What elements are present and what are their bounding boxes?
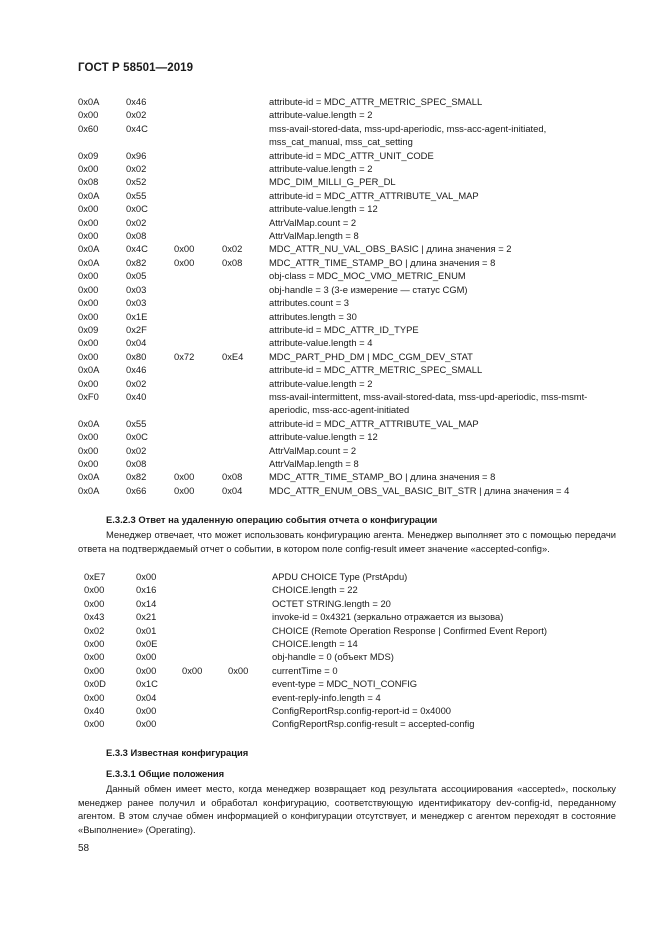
hex-byte-cell: 0x72 [174,350,195,362]
hex-byte-cell: 0x00 [84,691,105,703]
hex-byte-cell: 0xF0 [78,390,99,402]
hex-byte-cell: 0x55 [126,417,147,429]
table-row [0,162,661,175]
field-description: invoke-id = 0x4321 (зеркально отражается из вызова) [272,611,504,623]
field-description: CHOICE.length = 14 [272,638,358,650]
hex-byte-cell: 0x0A [78,243,100,255]
field-description: APDU CHOICE Type (PrstApdu) [272,571,408,582]
field-description: MDC_ATTR_TIME_STAMP_BO | длина значения = 8 [269,471,496,483]
field-description: mss-avail-intermittent, mss-avail-stored-data, mss-upd-aperiodic, mss-msmt-aperiodic, mss-acc-agent-initiated [269,390,588,416]
field-description: AttrValMap.count = 2 [269,444,357,456]
table-row [0,470,661,483]
hex-byte-cell: 0x00 [182,664,203,676]
hex-byte-cell: 0x82 [126,256,147,268]
hex-byte-cell: 0x01 [136,624,157,636]
hex-byte-cell: 0x00 [84,584,105,596]
hex-byte-cell: 0x00 [84,664,105,676]
hex-byte-cell: 0x96 [126,149,147,161]
hex-byte-cell: 0x00 [84,718,105,730]
hex-byte-cell: 0x40 [126,390,147,402]
hex-byte-cell: 0x52 [126,176,147,188]
hex-byte-cell: 0x00 [174,256,195,268]
field-description: obj-handle = 0 (объект MDS) [272,651,394,663]
hex-byte-cell: 0x46 [126,96,147,107]
hex-byte-cell: 0x1C [136,678,158,690]
table-row [0,269,661,282]
table-row [0,457,661,470]
table-row [0,377,661,390]
field-description: attribute-value.length = 12 [269,203,378,215]
hex-byte-cell: 0x00 [174,471,195,483]
hex-byte-cell: 0x00 [136,651,157,663]
hex-byte-cell: 0x00 [136,664,157,676]
table-row [0,296,661,309]
hex-byte-cell: 0x00 [84,597,105,609]
field-description: attribute-id = MDC_ATTR_ID_TYPE [269,323,419,335]
hex-byte-cell: 0x08 [126,457,147,469]
hex-byte-cell: 0x00 [84,651,105,663]
hex-byte-cell: 0x00 [136,571,157,582]
hex-table-config-response [0,570,661,731]
table-row [0,650,661,663]
field-description: attribute-value.length = 2 [269,163,373,175]
hex-byte-cell: 0x66 [126,484,147,496]
hex-byte-cell: 0x14 [136,597,157,609]
section-paragraph-e331: Данный обмен имеет место, когда менеджер возвращает код результата ассоциирования «accepted», поскольку менеджер ранее получил и обработал конфигурацию, соответствующую идентификатору dev-config-id, переданному агентом. В этом случае обмен информацией о конфигурации отсутствует, и менеджер с агентом переходят в состояние «Выполнение» (Operating). [78,783,616,835]
hex-byte-cell: 0x00 [78,203,99,215]
hex-byte-cell: 0x00 [78,431,99,443]
table-row [0,229,661,242]
table-row [0,664,661,677]
field-description: mss-avail-stored-data, mss-upd-aperiodic, mss-acc-agent-initiated, mss_cat_manual, mss_cat_setting [269,122,547,148]
hex-byte-cell: 0x00 [78,109,99,121]
hex-byte-cell: 0x09 [78,149,99,161]
document-header: ГОСТ Р 58501—2019 [78,62,194,74]
table-row [0,108,661,121]
table-row [0,570,661,583]
field-description: attribute-value.length = 4 [269,337,373,349]
hex-byte-cell: 0x00 [78,163,99,175]
hex-byte-cell: 0x0A [78,471,100,483]
hex-table-config-report [0,95,661,497]
table-row [0,242,661,255]
table-row [0,444,661,457]
hex-byte-cell: 0x00 [136,705,157,717]
table-row [0,583,661,596]
field-description: ConfigReportRsp.config-report-id = 0x4000 [272,705,452,717]
field-description: attributes.length = 30 [269,310,357,322]
field-description: MDC_PART_PHD_DM | MDC_CGM_DEV_STAT [269,350,473,362]
hex-byte-cell: 0x43 [84,611,105,623]
table-row [0,310,661,323]
hex-byte-cell: 0x02 [126,163,147,175]
hex-byte-cell: 0xE7 [84,571,106,582]
table-row [0,95,661,108]
hex-byte-cell: 0x02 [126,216,147,228]
hex-byte-cell: 0x03 [126,297,147,309]
hex-byte-cell: 0x08 [222,256,243,268]
table-row [0,323,661,336]
page-number: 58 [78,843,90,854]
field-description: CHOICE.length = 22 [272,584,358,596]
section-heading-e331: Е.3.3.1 Общие положения [106,768,225,779]
hex-byte-cell: 0x04 [136,691,157,703]
section-paragraph-e323: Менеджер отвечает, что может использовать конфигурацию агента. Менеджер выполняет это с помощью передачи ответа на подтверждаемый отчет о событии, в котором поле config-result имеет значение «accepted-config». [78,529,616,554]
table-row [0,677,661,690]
hex-byte-cell: 0x02 [126,444,147,456]
table-row [0,175,661,188]
field-description: attribute-id = MDC_ATTR_ATTRIBUTE_VAL_MAP [269,417,479,429]
hex-byte-cell: 0x00 [78,350,99,362]
hex-byte-cell: 0x21 [136,611,157,623]
table-row [0,417,661,430]
hex-byte-cell: 0x0A [78,484,100,496]
hex-byte-cell: 0x82 [126,471,147,483]
table-row [0,597,661,610]
hex-byte-cell: 0x0A [78,417,100,429]
table-row [0,624,661,637]
hex-byte-cell: 0x0C [126,203,148,215]
table-row [0,336,661,349]
field-description: MDC_DIM_MILLI_G_PER_DL [269,176,396,188]
hex-byte-cell: 0x04 [126,337,147,349]
hex-byte-cell: 0x16 [136,584,157,596]
field-description: attribute-id = MDC_ATTR_ATTRIBUTE_VAL_MAP [269,189,479,201]
hex-byte-cell: 0x09 [78,323,99,335]
table-row [0,717,661,730]
field-description: obj-class = MDC_MOC_VMO_METRIC_ENUM [269,270,466,282]
section-heading-e323: Е.3.2.3 Ответ на удаленную операцию события отчета о конфигурации [106,514,438,525]
hex-byte-cell: 0x00 [78,230,99,242]
field-description: AttrValMap.count = 2 [269,216,357,228]
table-row [0,430,661,443]
table-row [0,189,661,202]
field-description: event-reply-info.length = 4 [272,691,381,703]
hex-byte-cell: 0x80 [126,350,147,362]
table-row [0,202,661,215]
hex-byte-cell: 0x4C [126,243,148,255]
hex-byte-cell: 0x08 [222,471,243,483]
hex-byte-cell: 0x00 [78,337,99,349]
hex-byte-cell: 0x08 [78,176,99,188]
field-description: obj-handle = 3 (3-е измерение — статус CGM) [269,283,468,295]
hex-byte-cell: 0x0A [78,256,100,268]
hex-byte-cell: 0x02 [84,624,105,636]
field-description: ConfigReportRsp.config-result = accepted-config [272,718,475,730]
table-row [0,363,661,376]
field-description: CHOICE (Remote Operation Response | Confirmed Event Report) [272,624,547,636]
field-description: attribute-id = MDC_ATTR_UNIT_CODE [269,149,434,161]
hex-byte-cell: 0x00 [78,310,99,322]
field-description: event-type = MDC_NOTI_CONFIG [272,678,418,690]
table-row [0,691,661,704]
table-row [0,610,661,623]
field-description: OCTET STRING.length = 20 [272,597,391,609]
table-row [0,283,661,296]
table-row [0,122,661,149]
field-description: currentTime = 0 [272,664,338,676]
field-description: AttrValMap.length = 8 [269,457,359,469]
table-row [0,484,661,497]
hex-byte-cell: 0x02 [126,377,147,389]
hex-byte-cell: 0x03 [126,283,147,295]
hex-byte-cell: 0x00 [136,718,157,730]
hex-byte-cell: 0x0D [84,678,106,690]
table-row [0,704,661,717]
hex-byte-cell: 0x00 [78,283,99,295]
table-row [0,637,661,650]
hex-byte-cell: 0x0C [126,431,148,443]
field-description: AttrValMap.length = 8 [269,230,359,242]
hex-byte-cell: 0x00 [78,444,99,456]
hex-byte-cell: 0x0A [78,364,100,376]
hex-byte-cell: 0x00 [174,484,195,496]
hex-byte-cell: 0x00 [228,664,249,676]
hex-byte-cell: 0x0A [78,96,100,107]
field-description: attribute-value.length = 12 [269,431,378,443]
hex-byte-cell: 0x00 [78,377,99,389]
hex-byte-cell: 0x00 [78,270,99,282]
field-description: attribute-id = MDC_ATTR_METRIC_SPEC_SMALL [269,364,483,376]
table-row [0,256,661,269]
hex-byte-cell: 0x40 [84,705,105,717]
hex-byte-cell: 0x00 [174,243,195,255]
hex-byte-cell: 0x0E [136,638,158,650]
field-description: attribute-value.length = 2 [269,377,373,389]
field-description: MDC_ATTR_TIME_STAMP_BO | длина значения = 8 [269,256,496,268]
hex-byte-cell: 0x46 [126,364,147,376]
hex-byte-cell: 0x55 [126,189,147,201]
table-row [0,216,661,229]
field-description: MDC_ATTR_ENUM_OBS_VAL_BASIC_BIT_STR | длина значения = 4 [269,484,570,496]
hex-byte-cell: 0x02 [126,109,147,121]
table-row [0,350,661,363]
hex-byte-cell: 0x2F [126,323,147,335]
hex-byte-cell: 0x60 [78,122,99,134]
hex-byte-cell: 0x04 [222,484,243,496]
hex-byte-cell: 0x00 [78,457,99,469]
table-row [0,390,661,417]
hex-byte-cell: 0x00 [78,297,99,309]
hex-byte-cell: 0xE4 [222,350,244,362]
section-heading-e33: Е.3.3 Известная конфигурация [106,747,249,758]
hex-byte-cell: 0x02 [222,243,243,255]
hex-byte-cell: 0x00 [78,216,99,228]
hex-byte-cell: 0x00 [84,638,105,650]
field-description: attribute-id = MDC_ATTR_METRIC_SPEC_SMALL [269,96,483,107]
field-description: MDC_ATTR_NU_VAL_OBS_BASIC | длина значения = 2 [269,243,512,255]
hex-byte-cell: 0x0A [78,189,100,201]
hex-byte-cell: 0x05 [126,270,147,282]
field-description: attributes.count = 3 [269,297,349,309]
hex-byte-cell: 0x1E [126,310,148,322]
table-row [0,149,661,162]
field-description: attribute-value.length = 2 [269,109,373,121]
hex-byte-cell: 0x4C [126,122,148,134]
hex-byte-cell: 0x08 [126,230,147,242]
